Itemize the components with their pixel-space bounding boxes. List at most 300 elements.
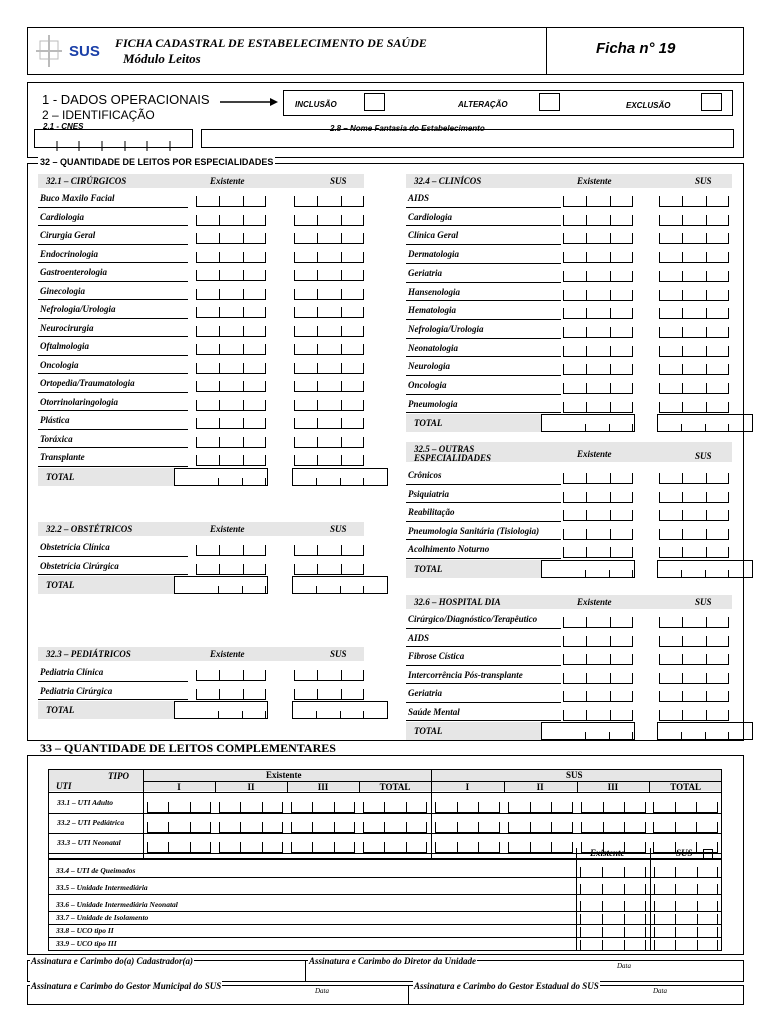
hospitaldia-item-label: Saúde Mental: [408, 706, 460, 717]
cirurgicos-existente-cell[interactable]: [196, 286, 266, 300]
hospitaldia-row-line: [406, 702, 561, 703]
hospitaldia-item-label: Intercorrência Pós-transplante: [408, 669, 523, 680]
exclusao-checkbox[interactable]: [701, 93, 722, 111]
uti-cell[interactable]: [147, 839, 211, 853]
clinicos-sus-cell[interactable]: [659, 399, 729, 413]
clinicos-existente-cell[interactable]: [563, 324, 633, 338]
compl-header-mark: [703, 849, 713, 859]
inclusao-checkbox[interactable]: [364, 93, 385, 111]
compl-col-divider-2: [650, 848, 651, 951]
cirurgicos-item-label: Cardiologia: [40, 211, 85, 222]
clinicos-item-label: Neonatologia: [408, 342, 459, 353]
clinicos-existente-cell[interactable]: [563, 380, 633, 394]
compl-sus-cell[interactable]: [654, 898, 718, 912]
obstetricos-total-tick: [363, 586, 364, 594]
obstetricos-title: 32.2 – OBSTÉTRICOS: [46, 524, 133, 534]
cirurgicos-existente-header: Existente: [210, 176, 245, 186]
uti-col-header: II: [536, 782, 544, 792]
clinicos-sus-cell[interactable]: [659, 324, 729, 338]
clinicos-total-tick: [632, 424, 633, 432]
clinicos-existente-cell[interactable]: [563, 249, 633, 263]
clinicos-existente-cell[interactable]: [563, 287, 633, 301]
clinicos-total-tick: [585, 424, 586, 432]
clinicos-sus-cell[interactable]: [659, 268, 729, 282]
uti-cell[interactable]: [219, 819, 283, 833]
clinicos-existente-cell[interactable]: [563, 361, 633, 375]
clinicos-total-existente[interactable]: [541, 414, 635, 432]
clinicos-row-line: [406, 300, 561, 301]
arrow-icon: [220, 94, 280, 112]
cirurgicos-total-tick: [340, 478, 341, 486]
hospitaldia-item-label: Fibrose Cística: [408, 651, 465, 661]
cirurgicos-row-line: [38, 466, 188, 467]
clinicos-existente-header: Existente: [577, 176, 612, 186]
outras-existente-cell[interactable]: [563, 544, 633, 558]
uti-col-header: TOTAL: [670, 782, 701, 792]
cirurgicos-existente-cell[interactable]: [196, 193, 266, 207]
clinicos-row-line: [406, 356, 561, 357]
cirurgicos-item-label: Toráxica: [40, 433, 73, 444]
clinicos-item-label: Clínica Geral: [408, 230, 459, 241]
uti-item-label: 33.3 – UTI Neonatal: [57, 838, 121, 847]
uti-col-sep: [215, 781, 216, 792]
clinicos-existente-cell[interactable]: [563, 193, 633, 207]
uti-item-label: 33.1 – UTI Adulto: [57, 798, 113, 807]
hospitaldia-total-tick: [585, 732, 586, 740]
identificacao-title: 2 – IDENTIFICAÇÃO: [42, 108, 155, 122]
outras-row-line: [406, 484, 561, 485]
outras-row-line: [406, 521, 561, 522]
outras-item-label: Psiquiatria: [408, 488, 450, 499]
uti-cell[interactable]: [219, 799, 283, 813]
cirurgicos-total-tick: [265, 478, 266, 486]
uti-col-sep: [287, 781, 288, 792]
cirurgicos-item-label: Gastroenterologia: [40, 267, 108, 277]
hospitaldia-row-line: [406, 683, 561, 684]
outras-existente-cell[interactable]: [563, 507, 633, 521]
hospitaldia-existente-cell[interactable]: [563, 670, 633, 684]
cirurgicos-row-line: [38, 336, 188, 337]
cirurgicos-item-label: Ginecologia: [40, 285, 85, 296]
uti-row-line: [48, 833, 722, 834]
uti-header-bottom: [48, 792, 722, 793]
cirurgicos-existente-cell[interactable]: [196, 267, 266, 281]
compl-existente-cell[interactable]: [580, 898, 646, 912]
clinicos-row-line: [406, 412, 561, 413]
cirurgicos-existente-cell[interactable]: [196, 249, 266, 263]
clinicos-item-label: AIDS: [408, 193, 430, 203]
obstetricos-sus-header: SUS: [330, 524, 347, 534]
outras-total-tick: [632, 570, 633, 578]
tipo-header: TIPO: [108, 771, 129, 781]
clinicos-item-label: Nefrologia/Urologia: [408, 323, 484, 334]
column-gap: [398, 170, 399, 738]
clinicos-total-tick: [728, 424, 729, 432]
hospitaldia-sus-cell[interactable]: [659, 707, 729, 721]
cirurgicos-existente-cell[interactable]: [196, 360, 266, 374]
uti-col-header: III: [607, 782, 619, 792]
clinicos-row-line: [406, 263, 561, 264]
outras-sus-cell[interactable]: [659, 544, 729, 558]
data-label-2: Data: [315, 987, 329, 995]
compl-sus-cell[interactable]: [654, 864, 718, 878]
compl-sus-cell[interactable]: [654, 911, 718, 925]
hospitaldia-sus-cell[interactable]: [659, 688, 729, 702]
clinicos-total-label: TOTAL: [414, 418, 443, 429]
section32-title: 32 – QUANTIDADE DE LEITOS POR ESPECIALIDADES: [40, 157, 274, 167]
clinicos-existente-cell[interactable]: [563, 305, 633, 319]
dados-title: 1 - DADOS OPERACIONAIS: [42, 92, 210, 107]
obstetricos-total-tick: [242, 586, 243, 594]
hospitaldia-title: 32.6 – HOSPITAL DIA: [414, 597, 501, 607]
compl-existente-header: Existente: [590, 848, 625, 858]
outras-item-label: Pneumologia Sanitária (Tisiologia): [408, 525, 540, 536]
hospitaldia-item-label: AIDS: [408, 632, 430, 643]
hospitaldia-sus-cell[interactable]: [659, 670, 729, 684]
pediatricos-total-tick: [340, 711, 341, 719]
cnes-label: 2.1 - CNES: [43, 122, 84, 131]
cirurgicos-row-line: [38, 299, 188, 300]
sign-row1-divider: [305, 960, 306, 982]
cirurgicos-sus-cell[interactable]: [294, 249, 364, 263]
cirurgicos-total-tick: [218, 478, 219, 486]
logo-text: SUS: [69, 43, 100, 60]
hospitaldia-existente-cell[interactable]: [563, 707, 633, 721]
hospitaldia-total-tick: [681, 732, 682, 740]
clinicos-total-tick: [681, 424, 682, 432]
cirurgicos-existente-cell[interactable]: [196, 434, 266, 448]
cirurgicos-item-label: Transplante: [40, 452, 85, 462]
hospitaldia-total-tick: [705, 732, 706, 740]
outras-sus-cell[interactable]: [659, 470, 729, 484]
clinicos-sus-cell[interactable]: [659, 212, 729, 226]
outras-title-2: ESPECIALIDADES: [414, 453, 492, 463]
exclusao-label: EXCLUSÃO: [626, 101, 671, 110]
cirurgicos-item-label: Oncologia: [40, 359, 79, 370]
clinicos-row-line: [406, 394, 561, 395]
uti-cell[interactable]: [363, 839, 427, 853]
cirurgicos-item-label: Ortopedia/Traumatologia: [40, 378, 135, 388]
obstetricos-total-tick: [218, 586, 219, 594]
cirurgicos-total-tick: [363, 478, 364, 486]
uti-cell[interactable]: [363, 799, 427, 813]
cirurgicos-row-line: [38, 410, 188, 411]
pediatricos-total-tick: [218, 711, 219, 719]
cirurgicos-sus-cell[interactable]: [294, 378, 364, 392]
cirurgicos-sus-cell[interactable]: [294, 415, 364, 429]
clinicos-sus-cell[interactable]: [659, 193, 729, 207]
cirurgicos-sus-cell[interactable]: [294, 341, 364, 355]
outras-total-label: TOTAL: [414, 563, 443, 574]
uti-col-sep: [577, 781, 578, 792]
uti-cell[interactable]: [653, 799, 718, 813]
cirurgicos-existente-cell[interactable]: [196, 397, 266, 411]
compl-existente-cell[interactable]: [580, 937, 646, 951]
inclusao-label: INCLUSÃO: [295, 100, 337, 109]
clinicos-sus-cell[interactable]: [659, 305, 729, 319]
pediatricos-row-line: [38, 681, 188, 682]
clinicos-sus-cell[interactable]: [659, 380, 729, 394]
compl-existente-cell[interactable]: [580, 881, 646, 895]
clinicos-sus-cell[interactable]: [659, 361, 729, 375]
cirurgicos-sus-cell[interactable]: [294, 360, 364, 374]
pediatricos-total-tick: [242, 711, 243, 719]
data-label-1: Data: [617, 962, 631, 970]
clinicos-sus-cell[interactable]: [659, 230, 729, 244]
cirurgicos-item-label: Endocrinologia: [40, 248, 99, 259]
page-title: FICHA CADASTRAL DE ESTABELECIMENTO DE SAÚDE: [115, 36, 427, 50]
compl-existente-cell[interactable]: [580, 924, 646, 938]
hospitaldia-existente-cell[interactable]: [563, 651, 633, 665]
obstetricos-total-label: TOTAL: [46, 580, 75, 590]
pediatricos-item-label: Pediatria Clínica: [40, 667, 104, 677]
outras-sus-cell[interactable]: [659, 489, 729, 503]
outras-item-label: Acolhimento Noturno: [408, 544, 490, 554]
pediatricos-total-existente[interactable]: [174, 701, 268, 719]
uti-cell[interactable]: [291, 799, 355, 813]
pediatricos-existente-header: Existente: [210, 649, 245, 659]
data-label-3: Data: [653, 987, 667, 995]
pediatricos-item-label: Pediatria Cirúrgica: [40, 685, 113, 696]
uti-cell[interactable]: [508, 839, 573, 853]
clinicos-title: 32.4 – CLINÍCOS: [414, 176, 482, 186]
uti-cell[interactable]: [653, 819, 718, 833]
uti-cell[interactable]: [219, 839, 283, 853]
uti-header: UTI: [56, 781, 72, 791]
outras-row-line: [406, 539, 561, 540]
section33-title: 33 – QUANTIDADE DE LEITOS COMPLEMENTARES: [40, 741, 336, 755]
uti-cell[interactable]: [291, 839, 355, 853]
cnes-separators: [34, 138, 193, 148]
uti-col-header: TOTAL: [379, 782, 411, 792]
outras-existente-header: Existente: [577, 449, 612, 459]
hospitaldia-row-line: [406, 646, 561, 647]
alteracao-label: ALTERAÇÃO: [458, 100, 508, 109]
cirurgicos-item-label: Otorrinolaringologia: [40, 396, 119, 407]
hospitaldia-item-label: Geriatria: [408, 688, 443, 698]
uti-cell[interactable]: [435, 799, 500, 813]
outras-total-tick: [705, 570, 706, 578]
cirurgicos-sus-cell[interactable]: [294, 434, 364, 448]
clinicos-row-line: [406, 207, 561, 208]
uti-col-sep: [359, 781, 360, 792]
outras-sus-cell[interactable]: [659, 507, 729, 521]
cirurgicos-sus-cell[interactable]: [294, 304, 364, 318]
hospitaldia-sus-cell[interactable]: [659, 651, 729, 665]
uti-cell[interactable]: [581, 819, 646, 833]
obstetricos-sus-cell[interactable]: [294, 542, 364, 556]
cirurgicos-sus-cell[interactable]: [294, 212, 364, 226]
existente-header: Existente: [266, 770, 302, 780]
uti-item-label: 33.2 – UTI Pediátrica: [57, 818, 125, 827]
cirurgicos-sus-cell[interactable]: [294, 193, 364, 207]
cirurgicos-existente-cell[interactable]: [196, 341, 266, 355]
header-divider: [546, 27, 547, 75]
clinicos-existente-cell[interactable]: [563, 230, 633, 244]
cirurgicos-item-label: Cirurgia Geral: [40, 230, 96, 240]
outras-sus-cell[interactable]: [659, 526, 729, 540]
clinicos-existente-cell[interactable]: [563, 399, 633, 413]
cirurgicos-total-existente[interactable]: [174, 468, 268, 486]
hospitaldia-existente-cell[interactable]: [563, 688, 633, 702]
compl-existente-cell[interactable]: [580, 864, 646, 878]
obstetricos-total-tick: [340, 586, 341, 594]
hospitaldia-total-label: TOTAL: [414, 726, 443, 736]
cirurgicos-sus-header: SUS: [330, 176, 347, 186]
hospitaldia-total-tick: [609, 732, 610, 740]
uti-cell[interactable]: [147, 819, 211, 833]
hospitaldia-total-tick: [728, 732, 729, 740]
pediatricos-sus-cell[interactable]: [294, 667, 364, 681]
cirurgicos-total-label: TOTAL: [46, 471, 75, 482]
outras-total-existente[interactable]: [541, 560, 635, 578]
pediatricos-existente-cell[interactable]: [196, 686, 266, 700]
obstetricos-sus-cell[interactable]: [294, 561, 364, 575]
obstetricos-item-label: Obstetrícia Cirúrgica: [40, 560, 119, 571]
hospitaldia-existente-cell[interactable]: [563, 633, 633, 647]
compl-sus-header: SUS: [676, 848, 693, 858]
outras-item-label: Reabilitação: [408, 507, 455, 517]
cirurgicos-row-line: [38, 262, 188, 263]
cirurgicos-existente-cell[interactable]: [196, 212, 266, 226]
cirurgicos-item-label: Plástica: [40, 415, 70, 425]
obstetricos-row-line: [38, 556, 188, 557]
cadastrador-label: Assinatura e Carimbo do(a) Cadastrador(a): [31, 956, 194, 966]
cirurgicos-existente-cell[interactable]: [196, 304, 266, 318]
uti-cell[interactable]: [581, 799, 646, 813]
clinicos-item-label: Pneumologia: [408, 398, 458, 409]
cirurgicos-row-line: [38, 318, 188, 319]
ficha-number: Ficha n° 19: [596, 40, 676, 57]
sus-header: SUS: [566, 770, 583, 780]
clinicos-row-line: [406, 225, 561, 226]
pediatricos-total-tick: [363, 711, 364, 719]
sus-logo: [32, 31, 104, 71]
hospitaldia-row-line: [406, 665, 561, 666]
cirurgicos-sus-cell[interactable]: [294, 286, 364, 300]
cirurgicos-item-label: Oftalmologia: [40, 341, 89, 351]
uti-cell[interactable]: [147, 799, 211, 813]
compl-sus-cell[interactable]: [654, 924, 718, 938]
obstetricos-existente-cell[interactable]: [196, 561, 266, 575]
hospitaldia-total-existente[interactable]: [541, 722, 635, 740]
clinicos-sus-cell[interactable]: [659, 249, 729, 263]
compl-item-label: 33.9 – UCO tipo III: [56, 939, 117, 948]
pediatricos-total-label: TOTAL: [46, 705, 75, 715]
obstetricos-existente-cell[interactable]: [196, 542, 266, 556]
uti-cell[interactable]: [363, 819, 427, 833]
outras-item-label: Crônicos: [408, 470, 442, 480]
outras-existente-cell[interactable]: [563, 526, 633, 540]
outras-existente-cell[interactable]: [563, 489, 633, 503]
clinicos-item-label: Geriatria: [408, 267, 443, 278]
clinicos-row-line: [406, 375, 561, 376]
pediatricos-existente-cell[interactable]: [196, 667, 266, 681]
outras-total-tick: [609, 570, 610, 578]
clinicos-item-label: Cardiologia: [408, 211, 453, 222]
cirurgicos-sus-cell[interactable]: [294, 397, 364, 411]
hospitaldia-existente-cell[interactable]: [563, 614, 633, 628]
clinicos-total-tick: [705, 424, 706, 432]
obstetricos-total-existente[interactable]: [174, 576, 268, 594]
outras-existente-cell[interactable]: [563, 470, 633, 484]
compl-item-label: 33.4 – UTI de Queimados: [56, 866, 136, 875]
outras-total-tick: [681, 570, 682, 578]
clinicos-existente-cell[interactable]: [563, 212, 633, 226]
clinicos-item-label: Oncologia: [408, 380, 447, 390]
clinicos-existente-cell[interactable]: [563, 343, 633, 357]
compl-col-divider: [576, 848, 577, 951]
clinicos-row-line: [406, 338, 561, 339]
cirurgicos-row-line: [38, 355, 188, 356]
outras-title: 32.5 – OUTRAS: [414, 444, 475, 454]
compl-sus-cell[interactable]: [654, 881, 718, 895]
clinicos-row-line: [406, 319, 561, 320]
hospitaldia-sus-cell[interactable]: [659, 614, 729, 628]
compl-item-label: 33.6 – Unidade Intermediária Neonatal: [56, 900, 178, 909]
cirurgicos-existente-cell[interactable]: [196, 323, 266, 337]
outras-row-line: [406, 502, 561, 503]
clinicos-sus-cell[interactable]: [659, 287, 729, 301]
cirurgicos-existente-cell[interactable]: [196, 415, 266, 429]
uti-cell[interactable]: [435, 819, 500, 833]
compl-item-label: 33.5 – Unidade Intermediária: [56, 883, 148, 892]
outras-row-line: [406, 558, 561, 559]
uti-cell[interactable]: [291, 819, 355, 833]
compl-item-label: 33.7 – Unidade de Isolamento: [56, 913, 149, 922]
uti-col-header: I: [465, 782, 470, 792]
cirurgicos-existente-cell[interactable]: [196, 230, 266, 244]
cirurgicos-row-line: [38, 225, 188, 226]
cirurgicos-row-line: [38, 447, 188, 448]
cirurgicos-existente-cell[interactable]: [196, 452, 266, 466]
cirurgicos-total-tick: [242, 478, 243, 486]
cirurgicos-total-tick: [316, 478, 317, 486]
cirurgicos-item-label: Nefrologia/Urologia: [40, 304, 116, 314]
clinicos-item-label: Hematologia: [408, 305, 456, 316]
municipal-label: Assinatura e Carimbo do Gestor Municipal do SUS: [31, 981, 222, 991]
alteracao-checkbox[interactable]: [539, 93, 560, 111]
compl-sus-cell[interactable]: [654, 937, 718, 951]
hospitaldia-item-label: Cirúrgico/Diagnóstico/Terapêutico: [408, 614, 538, 624]
uti-cell[interactable]: [508, 799, 573, 813]
uti-cell[interactable]: [435, 839, 500, 853]
obstetricos-total-tick: [316, 586, 317, 594]
compl-item-label: 33.8 – UCO tipo II: [56, 926, 114, 935]
fantasia-label: 2.8 – Nome Fantasia do Estabelecimento: [330, 124, 485, 133]
pediatricos-row-line: [38, 699, 188, 700]
diretor-label: Assinatura e Carimbo do Diretor da Unidade: [309, 956, 477, 966]
outras-total-tick: [585, 570, 586, 578]
fantasia-field[interactable]: [201, 129, 734, 148]
compl-existente-cell[interactable]: [580, 911, 646, 925]
cirurgicos-sus-cell[interactable]: [294, 323, 364, 337]
cirurgicos-sus-cell[interactable]: [294, 452, 364, 466]
hospitaldia-total-tick: [632, 732, 633, 740]
uti-cell[interactable]: [508, 819, 573, 833]
cirurgicos-sus-cell[interactable]: [294, 230, 364, 244]
cirurgicos-existente-cell[interactable]: [196, 378, 266, 392]
cirurgicos-sus-cell[interactable]: [294, 267, 364, 281]
pediatricos-sus-cell[interactable]: [294, 686, 364, 700]
clinicos-sus-cell[interactable]: [659, 343, 729, 357]
pediatricos-sus-header: SUS: [330, 649, 347, 659]
clinicos-existente-cell[interactable]: [563, 268, 633, 282]
hospitaldia-existente-header: Existente: [577, 597, 612, 607]
uti-col-sep: [504, 781, 505, 792]
hospitaldia-row-line: [406, 720, 561, 721]
hospitaldia-sus-cell[interactable]: [659, 633, 729, 647]
